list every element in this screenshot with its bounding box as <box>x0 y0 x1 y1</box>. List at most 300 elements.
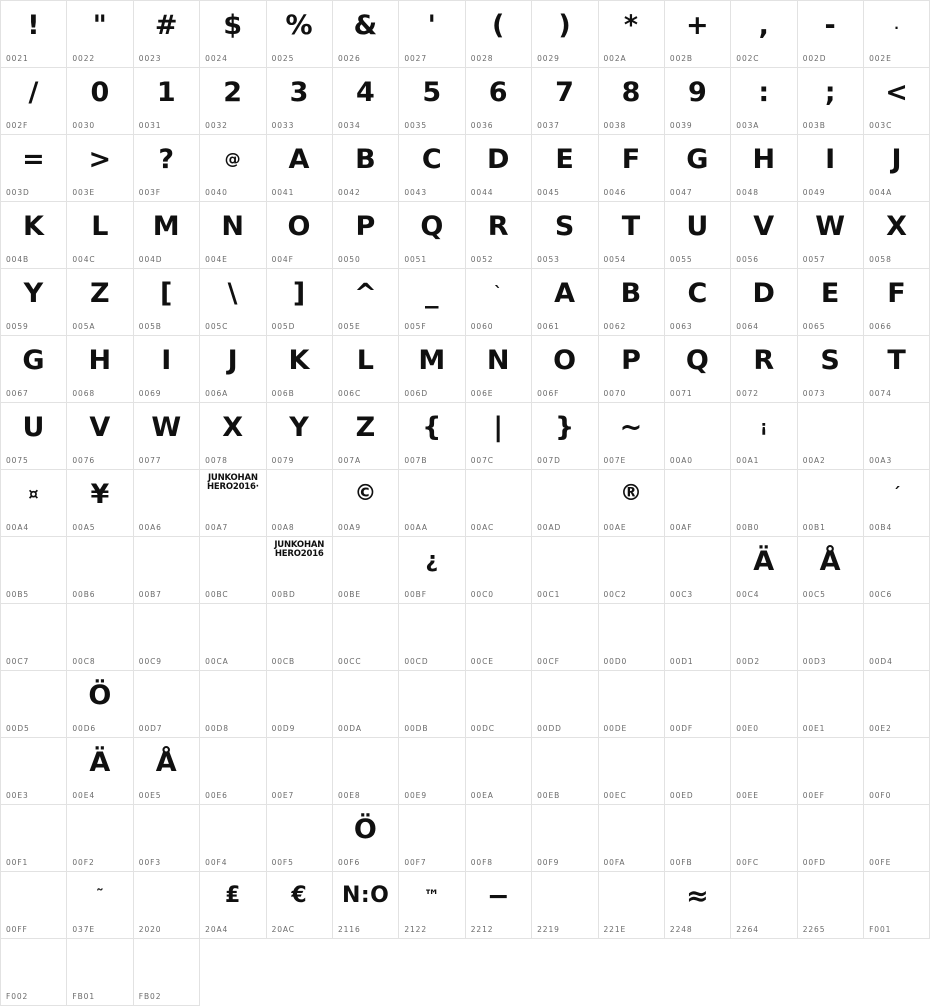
glyph-cell[interactable] <box>200 403 266 470</box>
glyph-cell[interactable] <box>599 403 665 470</box>
glyph-unicode-code: 00C8 <box>72 657 96 666</box>
glyph-cell[interactable] <box>67 269 133 336</box>
glyph-cell[interactable] <box>1 336 67 403</box>
glyph-unicode-code: 00C6 <box>869 590 893 599</box>
glyph-cell[interactable] <box>134 269 200 336</box>
glyph-unicode-code: 0074 <box>869 389 892 398</box>
glyph-preview: Z <box>90 277 111 309</box>
glyph-preview <box>599 874 664 918</box>
glyph-preview <box>798 405 863 449</box>
glyph-cell[interactable] <box>864 269 930 336</box>
glyph-cell[interactable] <box>200 805 266 872</box>
glyph-unicode-code: 003E <box>72 188 96 197</box>
glyph-cell[interactable] <box>599 604 665 671</box>
glyph-preview: A <box>288 143 310 175</box>
glyph-preview: # <box>154 9 179 41</box>
glyph-unicode-code: 0039 <box>669 121 693 130</box>
glyph-cell[interactable] <box>864 470 930 537</box>
glyph-cell[interactable] <box>333 537 399 604</box>
glyph-unicode-code: 00E6 <box>205 791 228 800</box>
glyph-cell[interactable] <box>333 269 399 336</box>
glyph-preview <box>665 740 730 784</box>
glyph-cell[interactable] <box>665 872 731 939</box>
glyph-cell[interactable] <box>864 336 930 403</box>
glyph-unicode-code: 2264 <box>736 925 759 934</box>
glyph-cell[interactable] <box>67 738 133 805</box>
grid-filler <box>532 939 598 1006</box>
glyph-cell[interactable] <box>67 202 133 269</box>
glyph-cell[interactable] <box>798 135 864 202</box>
glyph-cell[interactable] <box>267 604 333 671</box>
glyph-cell[interactable] <box>1 1 67 68</box>
glyph-cell[interactable] <box>67 336 133 403</box>
glyph-unicode-code: 004C <box>72 255 96 264</box>
glyph-cell[interactable] <box>267 738 333 805</box>
glyph-cell[interactable] <box>532 738 598 805</box>
glyph-unicode-code: 00FC <box>736 858 759 867</box>
glyph-unicode-code: 0061 <box>537 322 560 331</box>
glyph-cell[interactable] <box>665 202 731 269</box>
glyph-cell[interactable] <box>798 671 864 738</box>
glyph-cell[interactable] <box>399 269 465 336</box>
glyph-preview: M <box>418 344 446 376</box>
glyph-cell[interactable] <box>864 135 930 202</box>
glyph-unicode-code: 0071 <box>669 389 693 398</box>
glyph-cell[interactable] <box>466 269 532 336</box>
glyph-cell[interactable] <box>333 738 399 805</box>
glyph-preview: M <box>152 210 181 242</box>
glyph-cell[interactable] <box>599 269 665 336</box>
glyph-preview: : <box>758 76 770 108</box>
logo-glyph: JUNKOHAN HERO2016 <box>274 540 325 559</box>
glyph-cell[interactable] <box>267 537 333 604</box>
glyph-cell[interactable] <box>731 135 797 202</box>
glyph-cell[interactable] <box>466 872 532 939</box>
glyph-unicode-code: 00E1 <box>802 724 826 733</box>
glyph-preview <box>1 941 66 985</box>
glyph-cell[interactable] <box>267 336 333 403</box>
glyph-preview: W <box>815 210 846 242</box>
glyph-preview <box>399 673 464 717</box>
glyph-preview: $ <box>223 9 243 41</box>
glyph-cell[interactable] <box>67 135 133 202</box>
glyph-cell[interactable] <box>466 604 532 671</box>
glyph-unicode-code: 004B <box>6 255 30 264</box>
glyph-unicode-code: 004F <box>271 255 294 264</box>
glyph-cell[interactable] <box>864 202 930 269</box>
glyph-cell[interactable] <box>665 336 731 403</box>
glyph-cell[interactable] <box>599 336 665 403</box>
glyph-cell[interactable] <box>599 738 665 805</box>
glyph-cell[interactable] <box>399 470 465 537</box>
glyph-cell[interactable] <box>466 336 532 403</box>
glyph-cell[interactable] <box>200 872 266 939</box>
glyph-cell[interactable] <box>532 872 598 939</box>
glyph-unicode-code: 00B7 <box>138 590 162 599</box>
glyph-preview: S <box>554 210 575 242</box>
glyph-preview: E <box>555 143 575 175</box>
glyph-cell[interactable] <box>134 68 200 135</box>
glyph-preview: ˜ <box>95 886 105 905</box>
glyph-cell[interactable] <box>134 738 200 805</box>
glyph-unicode-code: 00F8 <box>470 858 493 867</box>
glyph-cell[interactable] <box>731 202 797 269</box>
glyph-preview <box>532 807 597 851</box>
glyph-unicode-code: 00E2 <box>869 724 892 733</box>
glyph-cell[interactable] <box>200 537 266 604</box>
glyph-unicode-code: 005F <box>404 322 427 331</box>
glyph-unicode-code: 00DB <box>404 724 429 733</box>
glyph-cell[interactable] <box>532 1 598 68</box>
glyph-unicode-code: 007C <box>470 456 494 465</box>
glyph-unicode-code: 002A <box>603 54 627 63</box>
glyph-cell[interactable] <box>134 403 200 470</box>
glyph-cell[interactable] <box>200 336 266 403</box>
glyph-cell[interactable] <box>200 604 266 671</box>
glyph-cell[interactable] <box>67 470 133 537</box>
glyph-cell[interactable] <box>200 470 266 537</box>
glyph-cell[interactable] <box>200 738 266 805</box>
glyph-cell[interactable] <box>200 202 266 269</box>
glyph-cell[interactable] <box>665 68 731 135</box>
glyph-cell[interactable] <box>399 738 465 805</box>
glyph-cell[interactable] <box>466 738 532 805</box>
grid-filler <box>200 939 266 1006</box>
glyph-cell[interactable] <box>333 135 399 202</box>
glyph-cell[interactable] <box>665 403 731 470</box>
glyph-unicode-code: 003A <box>736 121 760 130</box>
grid-filler <box>599 939 665 1006</box>
glyph-unicode-code: 00E5 <box>138 791 162 800</box>
glyph-unicode-code: 00BC <box>205 590 229 599</box>
glyph-preview <box>67 606 132 650</box>
glyph-cell[interactable] <box>67 68 133 135</box>
glyph-cell[interactable] <box>134 671 200 738</box>
glyph-cell[interactable] <box>798 1 864 68</box>
glyph-cell[interactable] <box>333 403 399 470</box>
glyph-cell[interactable] <box>731 805 797 872</box>
glyph-cell[interactable] <box>864 403 930 470</box>
glyph-cell[interactable] <box>134 939 200 1006</box>
glyph-unicode-code: 00CD <box>404 657 429 666</box>
glyph-cell[interactable] <box>665 470 731 537</box>
glyph-preview: B <box>620 277 642 309</box>
glyph-cell[interactable] <box>200 269 266 336</box>
glyph-cell[interactable] <box>67 537 133 604</box>
glyph-cell[interactable] <box>267 403 333 470</box>
glyph-unicode-code: 0079 <box>271 456 295 465</box>
glyph-cell[interactable] <box>134 805 200 872</box>
glyph-cell[interactable] <box>200 1 266 68</box>
glyph-cell[interactable] <box>532 470 598 537</box>
glyph-cell[interactable] <box>399 671 465 738</box>
glyph-cell[interactable] <box>532 336 598 403</box>
glyph-cell[interactable] <box>466 202 532 269</box>
glyph-cell[interactable] <box>200 671 266 738</box>
glyph-cell[interactable] <box>599 872 665 939</box>
glyph-cell[interactable] <box>798 604 864 671</box>
glyph-unicode-code: 20A4 <box>205 925 229 934</box>
glyph-cell[interactable] <box>532 68 598 135</box>
glyph-cell[interactable] <box>864 604 930 671</box>
glyph-cell[interactable] <box>67 1 133 68</box>
glyph-cell[interactable] <box>267 470 333 537</box>
glyph-cell[interactable] <box>864 1 930 68</box>
glyph-cell[interactable] <box>267 135 333 202</box>
glyph-preview: ¥ <box>90 478 110 510</box>
glyph-preview: C <box>687 277 708 309</box>
glyph-cell[interactable] <box>599 1 665 68</box>
glyph-unicode-code: 0059 <box>6 322 29 331</box>
glyph-cell[interactable] <box>67 872 133 939</box>
glyph-cell[interactable] <box>731 470 797 537</box>
glyph-cell[interactable] <box>798 872 864 939</box>
glyph-unicode-code: FB02 <box>138 992 162 1001</box>
glyph-cell[interactable] <box>864 872 930 939</box>
glyph-cell[interactable] <box>466 403 532 470</box>
glyph-cell[interactable] <box>399 604 465 671</box>
glyph-preview: P <box>621 344 642 376</box>
glyph-cell[interactable] <box>599 537 665 604</box>
glyph-cell[interactable] <box>1 939 67 1006</box>
glyph-cell[interactable] <box>1 872 67 939</box>
glyph-preview <box>798 606 863 650</box>
glyph-preview: U <box>22 411 45 443</box>
glyph-cell[interactable] <box>665 738 731 805</box>
glyph-cell[interactable] <box>731 671 797 738</box>
glyph-cell[interactable] <box>333 604 399 671</box>
glyph-preview: ? <box>158 143 175 175</box>
glyph-cell[interactable] <box>599 135 665 202</box>
glyph-cell[interactable] <box>1 805 67 872</box>
glyph-cell[interactable] <box>333 68 399 135</box>
glyph-cell[interactable] <box>399 805 465 872</box>
glyph-cell[interactable] <box>731 1 797 68</box>
glyph-unicode-code: 00A4 <box>6 523 30 532</box>
glyph-preview <box>1 673 66 717</box>
glyph-cell[interactable] <box>67 403 133 470</box>
glyph-cell[interactable] <box>731 738 797 805</box>
glyph-cell[interactable] <box>67 939 133 1006</box>
glyph-cell[interactable] <box>333 671 399 738</box>
glyph-cell[interactable] <box>798 537 864 604</box>
glyph-preview: B <box>355 143 377 175</box>
glyph-cell[interactable] <box>1 135 67 202</box>
glyph-preview: Y <box>23 277 44 309</box>
glyph-cell[interactable] <box>1 671 67 738</box>
glyph-cell[interactable] <box>333 1 399 68</box>
glyph-cell[interactable] <box>1 537 67 604</box>
glyph-cell[interactable] <box>731 336 797 403</box>
glyph-cell[interactable] <box>466 68 532 135</box>
glyph-cell[interactable] <box>399 403 465 470</box>
glyph-cell[interactable] <box>731 872 797 939</box>
glyph-cell[interactable] <box>864 537 930 604</box>
glyph-cell[interactable] <box>798 336 864 403</box>
glyph-cell[interactable] <box>532 135 598 202</box>
glyph-preview <box>864 405 929 449</box>
glyph-cell[interactable] <box>333 202 399 269</box>
glyph-cell[interactable] <box>134 135 200 202</box>
glyph-preview <box>267 472 332 516</box>
glyph-preview: E <box>820 277 840 309</box>
glyph-cell[interactable] <box>1 68 67 135</box>
glyph-preview <box>665 606 730 650</box>
glyph-cell[interactable] <box>798 68 864 135</box>
glyph-preview <box>864 874 929 918</box>
glyph-cell[interactable] <box>731 68 797 135</box>
glyph-cell[interactable] <box>134 202 200 269</box>
glyph-preview: X <box>222 411 244 443</box>
glyph-cell[interactable] <box>1 202 67 269</box>
glyph-preview <box>267 673 332 717</box>
glyph-cell[interactable] <box>532 604 598 671</box>
glyph-unicode-code: 006D <box>404 389 429 398</box>
glyph-preview <box>200 673 265 717</box>
glyph-cell[interactable] <box>200 135 266 202</box>
glyph-cell[interactable] <box>532 671 598 738</box>
glyph-cell[interactable] <box>665 537 731 604</box>
glyph-preview <box>399 740 464 784</box>
glyph-unicode-code: 006A <box>205 389 229 398</box>
glyph-cell[interactable] <box>466 671 532 738</box>
glyph-unicode-code: 00FD <box>802 858 826 867</box>
glyph-cell[interactable] <box>333 470 399 537</box>
glyph-unicode-code: 007B <box>404 456 428 465</box>
grid-filler <box>399 939 465 1006</box>
glyph-preview: − <box>486 880 510 912</box>
glyph-preview: U <box>686 210 709 242</box>
glyph-cell[interactable] <box>798 805 864 872</box>
glyph-preview: * <box>623 9 639 41</box>
glyph-cell[interactable] <box>399 68 465 135</box>
glyph-cell[interactable] <box>267 671 333 738</box>
glyph-cell[interactable] <box>466 135 532 202</box>
glyph-preview <box>864 539 929 583</box>
glyph-unicode-code: 002F <box>6 121 29 130</box>
glyph-cell[interactable] <box>399 1 465 68</box>
glyph-cell[interactable] <box>731 269 797 336</box>
glyph-cell[interactable] <box>267 1 333 68</box>
glyph-cell[interactable] <box>399 135 465 202</box>
glyph-preview: { <box>422 411 442 443</box>
glyph-unicode-code: 0044 <box>470 188 494 197</box>
glyph-preview: 4 <box>356 76 376 108</box>
glyph-cell[interactable] <box>399 537 465 604</box>
glyph-cell[interactable] <box>665 269 731 336</box>
glyph-cell[interactable] <box>532 403 598 470</box>
glyph-cell[interactable] <box>134 470 200 537</box>
glyph-cell[interactable] <box>67 671 133 738</box>
glyph-cell[interactable] <box>532 269 598 336</box>
glyph-cell[interactable] <box>532 202 598 269</box>
glyph-cell[interactable] <box>798 470 864 537</box>
glyph-cell[interactable] <box>399 336 465 403</box>
glyph-preview: Ö <box>353 813 378 845</box>
glyph-cell[interactable] <box>466 537 532 604</box>
glyph-cell[interactable] <box>1 470 67 537</box>
glyph-cell[interactable] <box>466 1 532 68</box>
glyph-cell[interactable] <box>599 202 665 269</box>
glyph-cell[interactable] <box>599 68 665 135</box>
glyph-cell[interactable] <box>599 470 665 537</box>
glyph-cell[interactable] <box>333 336 399 403</box>
glyph-cell[interactable] <box>200 68 266 135</box>
glyph-cell[interactable] <box>665 805 731 872</box>
glyph-cell[interactable] <box>731 604 797 671</box>
glyph-cell[interactable] <box>1 403 67 470</box>
glyph-cell[interactable] <box>532 537 598 604</box>
glyph-cell[interactable] <box>466 470 532 537</box>
glyph-cell[interactable] <box>731 403 797 470</box>
glyph-cell[interactable] <box>798 738 864 805</box>
glyph-cell[interactable] <box>798 269 864 336</box>
glyph-unicode-code: 00CA <box>205 657 229 666</box>
glyph-preview: Å <box>155 746 178 778</box>
glyph-preview: N <box>486 344 510 376</box>
glyph-unicode-code: 00BE <box>337 590 361 599</box>
glyph-preview: | <box>493 411 504 443</box>
glyph-cell[interactable] <box>267 202 333 269</box>
glyph-cell[interactable] <box>731 537 797 604</box>
glyph-cell[interactable] <box>67 805 133 872</box>
glyph-cell[interactable] <box>599 671 665 738</box>
glyph-cell[interactable] <box>267 269 333 336</box>
glyph-cell[interactable] <box>134 604 200 671</box>
glyph-cell[interactable] <box>466 805 532 872</box>
glyph-cell[interactable] <box>134 1 200 68</box>
glyph-cell[interactable] <box>134 336 200 403</box>
glyph-unicode-code: 0053 <box>537 255 560 264</box>
glyph-unicode-code: 00CB <box>271 657 296 666</box>
glyph-cell[interactable] <box>798 403 864 470</box>
glyph-cell[interactable] <box>665 671 731 738</box>
glyph-unicode-code: 0041 <box>271 188 295 197</box>
glyph-cell[interactable] <box>1 269 67 336</box>
glyph-cell[interactable] <box>665 604 731 671</box>
glyph-cell[interactable] <box>864 671 930 738</box>
glyph-cell[interactable] <box>134 537 200 604</box>
glyph-cell[interactable] <box>333 805 399 872</box>
glyph-preview: K <box>288 344 310 376</box>
glyph-cell[interactable] <box>1 604 67 671</box>
glyph-cell[interactable] <box>532 805 598 872</box>
glyph-cell[interactable] <box>864 738 930 805</box>
glyph-cell[interactable] <box>665 135 731 202</box>
glyph-cell[interactable] <box>267 872 333 939</box>
glyph-cell[interactable] <box>267 805 333 872</box>
glyph-unicode-code: 00C7 <box>6 657 30 666</box>
glyph-preview <box>731 807 796 851</box>
glyph-cell[interactable] <box>267 68 333 135</box>
glyph-preview <box>532 539 597 583</box>
glyph-cell[interactable] <box>1 738 67 805</box>
glyph-cell[interactable] <box>665 1 731 68</box>
glyph-cell[interactable] <box>399 872 465 939</box>
glyph-cell[interactable] <box>134 872 200 939</box>
glyph-cell[interactable] <box>599 805 665 872</box>
glyph-cell[interactable] <box>864 68 930 135</box>
glyph-unicode-code: 00B1 <box>802 523 826 532</box>
glyph-cell[interactable] <box>798 202 864 269</box>
glyph-cell[interactable] <box>67 604 133 671</box>
glyph-preview: Ä <box>753 545 775 577</box>
glyph-unicode-code: 006C <box>337 389 362 398</box>
glyph-unicode-code: 003F <box>138 188 162 197</box>
glyph-cell[interactable] <box>399 202 465 269</box>
glyph-cell[interactable] <box>864 805 930 872</box>
glyph-cell[interactable] <box>333 872 399 939</box>
